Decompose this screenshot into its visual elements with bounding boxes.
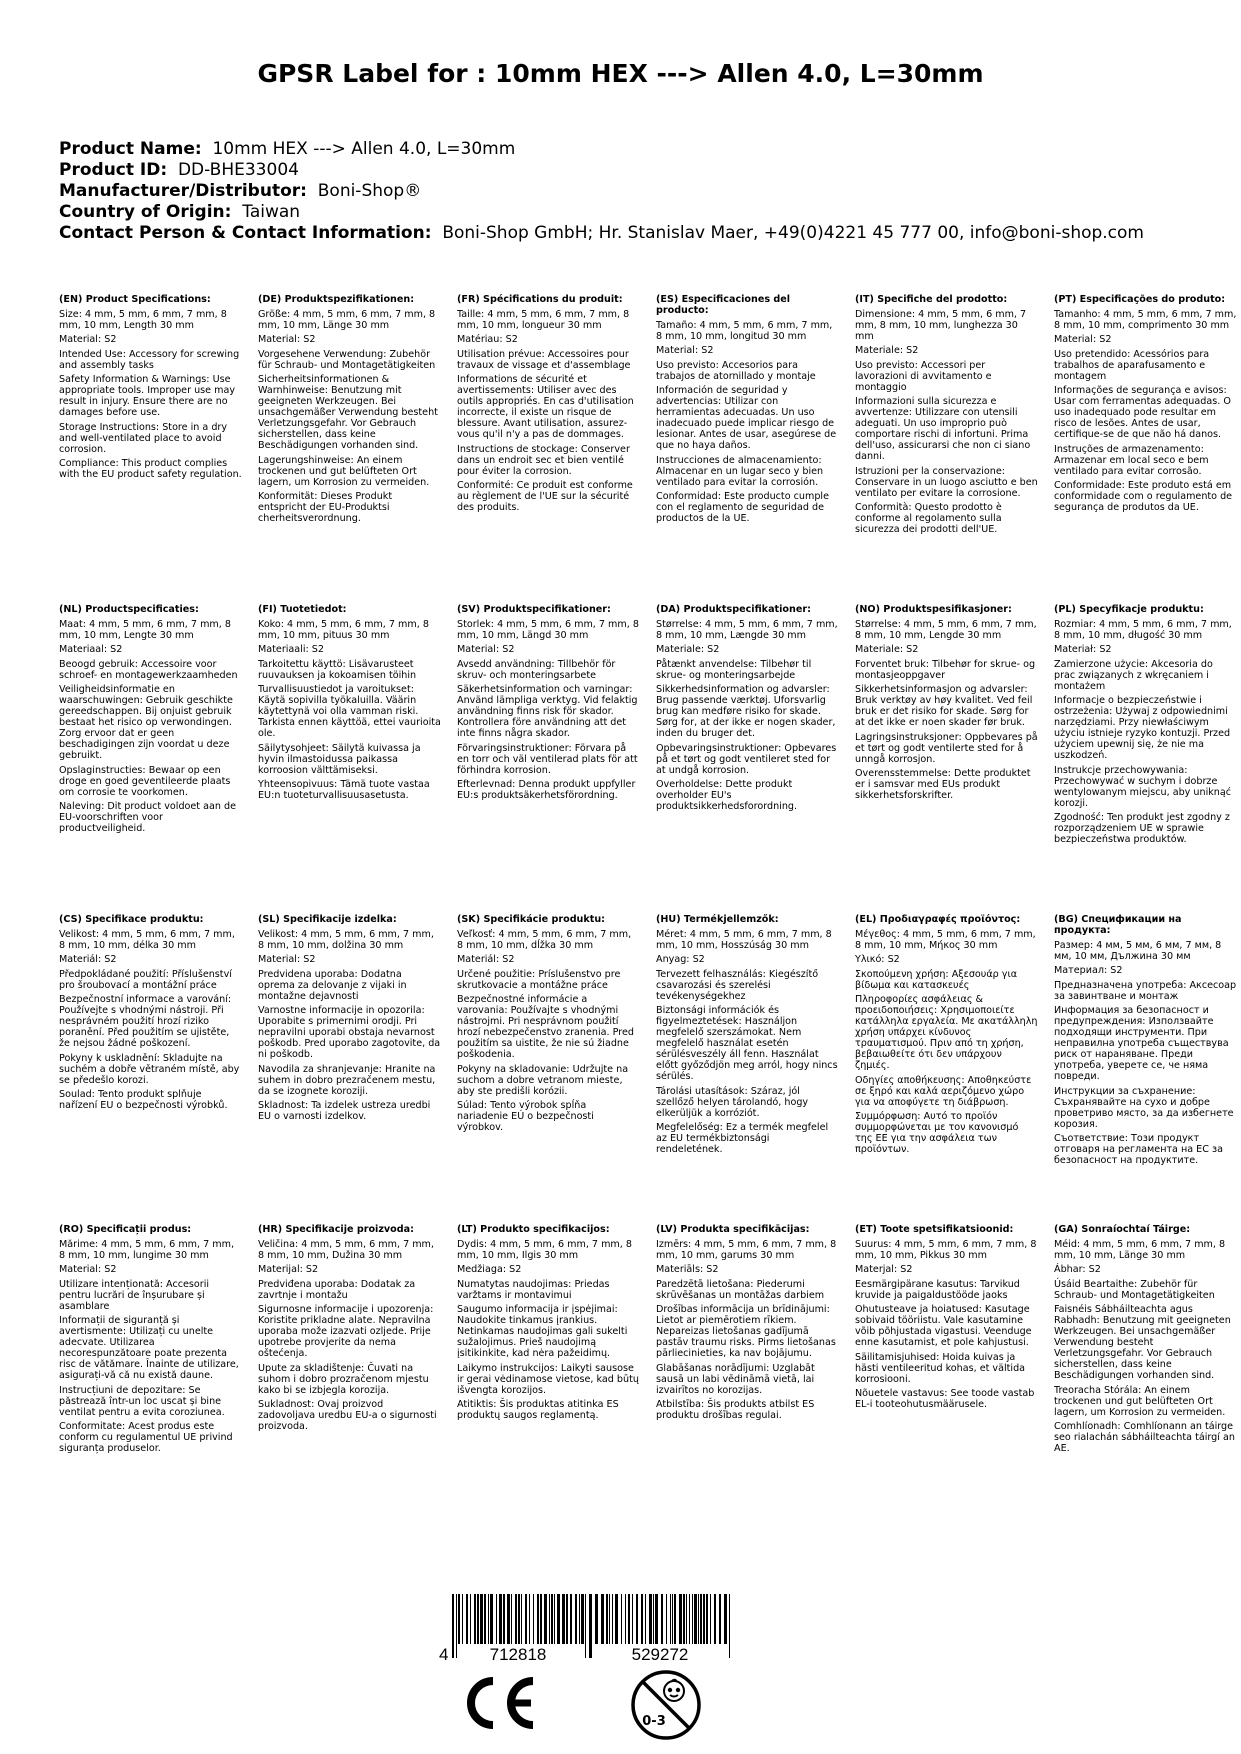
- barcode-bar: [601, 1594, 604, 1644]
- origin-value: Taiwan: [242, 202, 301, 222]
- spec-heading: (DE) Produktspezifikationen:: [258, 294, 415, 305]
- spec-paragraph: Koko: 4 mm, 5 mm, 6 mm, 7 mm, 8 mm, 10 mm, pituus 30 mm: [258, 618, 429, 641]
- barcode-bar: [689, 1594, 690, 1644]
- spec-heading: (ET) Toote spetsifikatsioonid:: [855, 1224, 1014, 1235]
- spec-heading: (DA) Produktspecifikationer:: [656, 604, 811, 615]
- contact-value: Boni-Shop GmbH; Hr. Stanislav Maer, +49(0)4221 45 777 00, info@boni-shop.com: [442, 223, 1144, 243]
- origin-label: Country of Origin:: [59, 202, 232, 222]
- barcode-bar: [549, 1594, 550, 1644]
- barcode-bar: [694, 1594, 697, 1644]
- barcode-bar: [458, 1594, 460, 1644]
- barcode-bar: [706, 1594, 708, 1644]
- spec-paragraph: Rozmiar: 4 mm, 5 mm, 6 mm, 7 mm, 8 mm, 10 mm, długość 30 mm: [1054, 618, 1232, 641]
- barcode-bar: [666, 1594, 667, 1644]
- spec-paragraph: Ohutusteave ja hoiatused: Kasutage sobivaid tööriistu. Vale kasutamine võib põhjustada vigastusi. Veenduge enne kasutamist, et pole kahjustusi.: [855, 1304, 1032, 1348]
- spec-block: [656, 294, 845, 604]
- spec-block: [457, 914, 646, 1224]
- spec-paragraph: Soulad: Tento produkt splňuje nařízení EU o bezpečnosti výrobků.: [59, 1089, 228, 1111]
- spec-paragraph: Tárolási utasítások: Száraz, jól szellőző helyen tárolandó, hogy elkerüljük a korróziót.: [656, 1085, 809, 1119]
- barcode-bar: [533, 1594, 534, 1644]
- spec-paragraph: Laikymo instrukcijos: Laikyti sausose ir gerai vėdinamose vietose, kad būtų išvengta korozijos.: [457, 1362, 639, 1396]
- barcode-bar: [655, 1594, 658, 1644]
- spec-paragraph: Instrucțiuni de depozitare: Se păstrează într-un loc uscat și bine ventilat pentru a evita coroziunea.: [59, 1384, 225, 1418]
- spec-paragraph: Opslaginstructies: Bewaar op een droge en goed geventileerde plaats om corrosie te voorkomen.: [59, 764, 231, 798]
- spec-paragraph: Uso previsto: Accessori per lavorazioni di avvitamento e montaggio: [855, 359, 992, 393]
- barcode-bar: [686, 1594, 687, 1644]
- spec-grid: [59, 294, 1241, 1534]
- spec-paragraph: Conformidad: Este producto cumple con el reglamento de seguridad de productos de la UE.: [656, 491, 829, 524]
- manufacturer-row: [59, 181, 1144, 202]
- spec-paragraph: Eesmärgipärane kasutus: Tarvikud kruvide ja paigaldustööde jaoks: [855, 1278, 1020, 1301]
- barcode-bar: [521, 1594, 522, 1644]
- spec-block: [656, 604, 845, 914]
- spec-block: [1054, 914, 1241, 1224]
- barcode-bar: [540, 1594, 542, 1644]
- spec-heading: (CS) Specifikace produktu:: [59, 914, 204, 925]
- product-name-label: Product Name:: [59, 139, 202, 159]
- spec-paragraph: Størrelse: 4 mm, 5 mm, 6 mm, 7 mm, 8 mm, 10 mm, Længde 30 mm: [656, 618, 838, 641]
- spec-paragraph: Súlad: Tento výrobok spĺňa nariadenie EÚ o bezpečnosti výrobkov.: [457, 1100, 594, 1133]
- spec-paragraph: Conformidade: Este produto está em conformidade com o regulamento de segurança de produtos da UE.: [1054, 480, 1233, 513]
- spec-paragraph: Taille: 4 mm, 5 mm, 6 mm, 7 mm, 8 mm, 10 mm, longueur 30 mm: [457, 308, 630, 331]
- spec-paragraph: Avsedd användning: Tillbehör för skruv- och monteringsarbete: [457, 658, 616, 681]
- spec-paragraph: Turvallisuustiedot ja varoitukset: Käytä sopivilla työkaluilla. Väärin käytettynä voi olla vamman riski. Tarkista ennen käyttöä, ettei vaurioita ole.: [258, 684, 441, 739]
- spec-paragraph: Υλικό: S2: [855, 954, 900, 965]
- spec-heading: (GA) Sonraíochtaí Táirge:: [1054, 1224, 1191, 1235]
- spec-paragraph: Materiale: S2: [855, 644, 919, 655]
- product-info: [59, 139, 1144, 244]
- spec-paragraph: Material: S2: [258, 334, 316, 345]
- spec-paragraph: Instruções de armazenamento: Armazenar em local seco e bem ventilado para evitar corrosão.: [1054, 443, 1209, 477]
- barcode-bar: [679, 1594, 682, 1644]
- barcode-bar: [515, 1594, 517, 1644]
- barcode-bar: [645, 1594, 646, 1644]
- barcode-bar: [452, 1594, 454, 1658]
- spec-heading: (NL) Productspecificaties:: [59, 604, 199, 615]
- spec-block: [855, 604, 1044, 914]
- barcode: [438, 1594, 753, 1662]
- spec-paragraph: Storage Instructions: Store in a dry and well-ventilated place to avoid corrosion.: [59, 421, 228, 455]
- spec-paragraph: Conformità: Questo prodotto è conforme al regolamento sulla sicurezza dei prodotti dell'UE.: [855, 502, 1002, 535]
- age-warning-label: 0-3: [642, 1714, 666, 1729]
- spec-heading: (IT) Specifiche del prodotto:: [855, 294, 1008, 305]
- barcode-bar: [674, 1594, 676, 1644]
- spec-paragraph: Säilytysohjeet: Säilytä kuivassa ja hyvin ilmastoidussa paikassa korroosion välttämiseksi.: [258, 742, 421, 776]
- barcode-bar: [518, 1594, 520, 1644]
- spec-block: [656, 1224, 845, 1534]
- barcode-bar: [625, 1594, 626, 1644]
- spec-paragraph: Предназначена употреба: Аксесоар за завинтване и монтаж: [1054, 979, 1237, 1002]
- barcode-bar: [554, 1594, 555, 1644]
- spec-paragraph: Tarkoitettu käyttö: Lisävarusteet ruuvauksen ja kokoamisen töihin: [258, 658, 417, 681]
- spec-paragraph: Sikkerhedsinformation og advarsler: Brug passende værktøj. Uforsvarlig brug kan medføre risiko for skade. Sørg for, at der ikke er nogen skader, inden du bruger det.: [656, 684, 836, 739]
- barcode-bar: [462, 1594, 463, 1644]
- barcode-bar: [641, 1594, 643, 1644]
- spec-paragraph: Größe: 4 mm, 5 mm, 6 mm, 7 mm, 8 mm, 10 mm, Länge 30 mm: [258, 308, 436, 331]
- spec-paragraph: Naleving: Dit product voldoet aan de EU-voorschriften voor productveiligheid.: [59, 801, 236, 834]
- manufacturer-value: Boni-Shop®: [317, 181, 422, 201]
- spec-paragraph: Atbilstība: Šis produkts atbilst ES produktu drošības regulai.: [656, 1399, 815, 1421]
- spec-paragraph: Utilizare intenționată: Accesorii pentru lucrări de înșurubare și asamblare: [59, 1278, 210, 1312]
- spec-paragraph: Съответствие: Този продукт отговаря на регламента на ЕС за безопасност на продуктите.: [1054, 1133, 1223, 1166]
- spec-paragraph: Lagringsinstruksjoner: Oppbevares på et tørt og godt ventilerte sted for å unngå korrosjon.: [855, 731, 1038, 765]
- spec-paragraph: Istruzioni per la conservazione: Conservare in un luogo asciutto e ben ventilato per evitare la corrosione.: [855, 465, 1038, 499]
- spec-heading: (FR) Spécifications du produit:: [457, 294, 623, 305]
- spec-paragraph: Material: S2: [258, 954, 316, 965]
- spec-paragraph: Bezpečnostné informácie a varovania: Používajte s vhodnými nástrojmi. Pri nesprávnom použití hrozí nebezpečenstvo zranenia. Pred použitím sa uistite, že nie sú žiadne poškodenia.: [457, 994, 634, 1060]
- spec-paragraph: Předpokládané použití: Příslušenství pro šroubovací a montážní práce: [59, 968, 232, 991]
- spec-block: [855, 1224, 1044, 1534]
- spec-paragraph: Dimensione: 4 mm, 5 mm, 6 mm, 7 mm, 8 mm, 10 mm, lunghezza 30 mm: [855, 308, 1027, 342]
- spec-heading: (BG) Спецификации на продукта:: [1054, 914, 1182, 936]
- spec-block: [258, 294, 447, 604]
- page-title: GPSR Label for : 10mm HEX ---> Allen 4.0, L=30mm: [257, 59, 984, 88]
- spec-paragraph: Úsáid Beartaithe: Zubehör für Schraub- und Montagetätigkeiten: [1054, 1278, 1215, 1301]
- spec-block: [258, 1224, 447, 1534]
- spec-heading: (ES) Especificaciones del producto:: [656, 294, 791, 316]
- barcode-bar: [692, 1594, 693, 1644]
- spec-paragraph: Size: 4 mm, 5 mm, 6 mm, 7 mm, 8 mm, 10 mm, Length 30 mm: [59, 308, 227, 331]
- barcode-bar: [609, 1594, 610, 1644]
- spec-paragraph: Instrukcje przechowywania: Przechowywać w suchym i dobrze wentylowanym miejscu, aby uniknąć korozji.: [1054, 764, 1232, 809]
- spec-paragraph: Materiál: S2: [457, 954, 515, 965]
- barcode-bar: [544, 1594, 547, 1644]
- barcode-bar: [480, 1594, 483, 1644]
- barcode-bar: [529, 1594, 530, 1644]
- spec-paragraph: Efterlevnad: Denna produkt uppfyller EU:s produktsäkerhetsförordning.: [457, 779, 636, 801]
- spec-paragraph: Pokyny na skladovanie: Udržujte na suchom a dobre vetranom mieste, aby ste predišli korózii.: [457, 1063, 629, 1097]
- spec-block: [1054, 294, 1241, 604]
- spec-paragraph: Veiligheidsinformatie en waarschuwingen: Gebruik geschikte gereedschappen. Bij onjuist gebruik bestaat het risico op verwondingen. Zorg ervoor dat er geen beschadigingen zijn voordat u deze gebruikt.: [59, 684, 233, 761]
- spec-paragraph: Material: S2: [59, 1264, 117, 1275]
- spec-heading: (HR) Specifikacije proizvoda:: [258, 1224, 414, 1235]
- age-warning-icon: [630, 1669, 702, 1741]
- spec-paragraph: Tervezett felhasználás: Kiegészítő csavarozási és szerelési tevékenységekhez: [656, 968, 819, 1002]
- spec-paragraph: Zamierzone użycie: Akcesoria do prac związanych z wkręcaniem i montażem: [1054, 658, 1213, 692]
- barcode-bar: [488, 1594, 489, 1644]
- barcode-bar: [566, 1594, 568, 1644]
- product-id-row: [59, 160, 1144, 181]
- spec-paragraph: Materiāls: S2: [656, 1264, 719, 1275]
- barcode-bar: [714, 1594, 716, 1644]
- spec-paragraph: Paredzētā lietošana: Piederumi skrūvēšanas un montāžas darbiem: [656, 1278, 825, 1301]
- barcode-bar: [525, 1594, 527, 1644]
- spec-paragraph: Upute za skladištenje: Čuvati na suhom i dobro prozračenom mjestu kako bi se izbjegla korozija.: [258, 1362, 429, 1396]
- spec-block: [59, 914, 248, 1224]
- barcode-bar: [615, 1594, 618, 1644]
- contact-label: Contact Person & Contact Information:: [59, 223, 432, 243]
- spec-paragraph: Forventet bruk: Tilbehør for skrue- og montasjeoppgaver: [855, 658, 1036, 681]
- spec-block: [457, 1224, 646, 1534]
- spec-paragraph: Compliance: This product complies with the EU product safety regulation.: [59, 458, 242, 480]
- spec-paragraph: Comhlíonadh: Comhlíonann an táirge seo rialachán sábháilteachta táirgí an AE.: [1054, 1421, 1235, 1454]
- spec-paragraph: Overholdelse: Dette produkt overholder EU's produktsikkerhedsforordning.: [656, 779, 798, 812]
- spec-paragraph: Predvidena uporaba: Dodatna oprema za delovanje z vijaki in montažne dejavnosti: [258, 968, 407, 1002]
- barcode-digits-1: 4: [439, 1645, 449, 1662]
- spec-paragraph: Materiaali: S2: [258, 644, 324, 655]
- spec-block: [855, 294, 1044, 604]
- spec-paragraph: Информация за безопасност и предупреждения: Използвайте подходящи инструменти. При неправилна употреба съществува риск от нараняване. Преди употреба, уверете се, че няма повреди.: [1054, 1005, 1229, 1082]
- barcode-bar: [649, 1594, 652, 1644]
- spec-paragraph: Información de seguridad y advertencias: Utilizar con herramientas adecuadas. Un uso inadecuado puede implicar riesgo de lesionar. Antes de usar, asegúrese de que no haya daños.: [656, 385, 837, 451]
- spec-paragraph: Méret: 4 mm, 5 mm, 6 mm, 7 mm, 8 mm, 10 mm, Hosszúság 30 mm: [656, 928, 832, 951]
- spec-block: [1054, 1224, 1241, 1534]
- barcode-bar: [729, 1594, 730, 1658]
- spec-paragraph: Skladnost: Ta izdelek ustreza uredbi EU o varnosti izdelkov.: [258, 1100, 431, 1122]
- spec-block: [656, 914, 845, 1224]
- baby-face-icon: [664, 1680, 684, 1701]
- spec-paragraph: Treoracha Stórála: An einem trockenen und gut belüfteten Ort lagern, um Korrosion zu vermeiden.: [1054, 1384, 1226, 1418]
- spec-paragraph: Materiale: S2: [855, 345, 919, 356]
- barcode-bar: [496, 1594, 497, 1644]
- barcode-bar: [575, 1594, 577, 1644]
- barcode-bar: [653, 1594, 654, 1644]
- barcode-bar: [581, 1594, 584, 1644]
- barcode-bar: [700, 1594, 702, 1644]
- spec-heading: (LT) Produkto specifikacijos:: [457, 1224, 610, 1235]
- barcode-bar: [562, 1594, 565, 1644]
- spec-paragraph: Yhteensopivuus: Tämä tuote vastaa EU:n tuoteturvallisuusasetusta.: [258, 779, 430, 801]
- spec-block: [258, 604, 447, 914]
- barcode-bar: [490, 1594, 493, 1644]
- spec-block: [457, 604, 646, 914]
- spec-paragraph: Numatytas naudojimas: Priedas varžtams ir montavimui: [457, 1278, 610, 1301]
- spec-paragraph: Οδηγίες αποθήκευσης: Αποθηκεύστε σε ξηρό και καλά αεριζόμενο χώρο για να αποφύγετε τη διάβρωση.: [855, 1074, 1032, 1108]
- spec-heading: (LV) Produkta specifikācijas:: [656, 1224, 810, 1235]
- spec-paragraph: Conformité: Ce produit est conforme au règlement de l'UE sur la sécurité des produits.: [457, 480, 633, 513]
- spec-paragraph: Overensstemmelse: Dette produktet er i samsvar med EUs produkt sikkerhetsforskrifter.: [855, 768, 1031, 801]
- barcode-bar: [606, 1594, 608, 1644]
- barcode-bar: [670, 1594, 671, 1644]
- barcode-bar: [698, 1594, 699, 1644]
- spec-paragraph: Sicherheitsinformationen & Warnhinweise: Benutzung mit geeigneten Werkzeugen. Bei unsachgemäßer Verwendung besteht Verletzungsgefahr. Vor Gebrauch sicherstellen, dass keine Beschädigungen vorhanden sind.: [258, 374, 438, 451]
- spec-paragraph: Materiál: S2: [59, 954, 117, 965]
- spec-paragraph: Συμμόρφωση: Αυτό το προϊόν συμμορφώνεται με τον κανονισμό της ΕΕ για την ασφάλεια των προϊόντων.: [855, 1111, 1019, 1155]
- spec-paragraph: Instructions de stockage: Conserver dans un endroit sec et bien ventilé pour éviter la corrosion.: [457, 443, 630, 477]
- barcode-bar: [474, 1594, 476, 1644]
- spec-paragraph: Säilitamisjuhised: Hoida kuivas ja hästi ventileeritud kohas, et vältida korrosiooni.: [855, 1351, 1026, 1385]
- barcode-bar: [484, 1594, 486, 1644]
- barcode-bar: [612, 1594, 613, 1644]
- spec-paragraph: Navodila za shranjevanje: Hranite na suhem in dobro prezračenem mestu, da se izognete koroziji.: [258, 1063, 436, 1097]
- barcode-bar: [672, 1594, 673, 1644]
- spec-paragraph: Informacje o bezpieczeństwie i ostrzeżenia: Używaj z odpowiednimi narzędziami. Przy niewłaściwym użyciu istnieje ryzyko kontuzji. Przed użyciem upewnij się, że nie ma uszkodzeń.: [1054, 695, 1231, 761]
- barcode-digits-2: 712818: [489, 1645, 547, 1662]
- spec-paragraph: Vorgesehene Verwendung: Zubehör für Schraub- und Montagetätigkeiten: [258, 348, 436, 371]
- barcode-bar: [499, 1594, 502, 1644]
- spec-paragraph: Megfelelőség: Ez a termék megfelel az EU termékbiztonsági rendeletének.: [656, 1122, 829, 1155]
- spec-heading: (SK) Špecifikácie produktu:: [457, 914, 606, 925]
- barcode-bar: [477, 1594, 479, 1644]
- spec-block: [59, 1224, 248, 1534]
- spec-paragraph: Suurus: 4 mm, 5 mm, 6 mm, 7 mm, 8 mm, 10 mm, Pikkus 30 mm: [855, 1238, 1037, 1261]
- barcode-bar: [661, 1594, 663, 1644]
- spec-paragraph: Velikost: 4 mm, 5 mm, 6 mm, 7 mm, 8 mm, 10 mm, dolžina 30 mm: [258, 928, 434, 951]
- barcode-bar: [511, 1594, 512, 1644]
- spec-paragraph: Utilisation prévue: Accessoires pour travaux de vissage et d'assemblage: [457, 348, 631, 371]
- spec-block: [855, 914, 1044, 1224]
- product-id-value: DD-BHE33004: [177, 160, 299, 180]
- spec-paragraph: Förvaringsinstruktioner: Förvara på en torr och väl ventilerad plats för att förhindra korrosion.: [457, 742, 638, 776]
- spec-paragraph: Conformitate: Acest produs este conform cu regulamentul UE privind siguranța produselor.: [59, 1421, 233, 1454]
- spec-paragraph: Anyag: S2: [656, 954, 705, 965]
- barcode-bar: [551, 1594, 553, 1644]
- barcode-digits-3: 529272: [631, 1645, 689, 1662]
- spec-paragraph: Størrelse: 4 mm, 5 mm, 6 mm, 7 mm, 8 mm, 10 mm, Lengde 30 mm: [855, 618, 1037, 641]
- spec-paragraph: Materiale: S2: [656, 644, 720, 655]
- spec-paragraph: Sikkerhetsinformasjon og advarsler: Bruk verktøy av høy kvalitet. Ved feil bruk er det risiko for skade. Sørg for at det ikke er noen skader før bruk.: [855, 684, 1033, 728]
- spec-paragraph: Materijal: S2: [258, 1264, 319, 1275]
- spec-paragraph: Izmērs: 4 mm, 5 mm, 6 mm, 7 mm, 8 mm, 10 mm, garums 30 mm: [656, 1238, 837, 1261]
- spec-paragraph: Nõuetele vastavus: See toode vastab EL-i tooteohutusmäärusele.: [855, 1388, 1035, 1410]
- spec-paragraph: Materjal: S2: [855, 1264, 913, 1275]
- spec-paragraph: Uso previsto: Accesorios para trabajos de atornillado y montaje: [656, 359, 816, 382]
- spec-paragraph: Informații de siguranță și avertismente: Utilizați cu unelte adecvate. Utilizarea necorespunzătoare poate prezenta risc de vătămare. Înainte de utilizare, asigurați-vă că nu există daune.: [59, 1315, 239, 1381]
- barcode-bar: [589, 1594, 592, 1658]
- spec-paragraph: Beoogd gebruik: Accessoire voor schroef- en montagewerkzaamheden: [59, 658, 238, 681]
- barcode-bar: [456, 1594, 457, 1658]
- spec-heading: (EN) Product Specifications:: [59, 294, 211, 305]
- barcode-bar: [683, 1594, 685, 1644]
- spec-paragraph: Säkerhetsinformation och varningar: Använd lämpliga verktyg. Vid felaktig användning finns risk för skador. Kontrollera före användning att det inte finns några skador.: [457, 684, 638, 739]
- spec-paragraph: Matériau: S2: [457, 334, 518, 345]
- spec-block: [1054, 604, 1241, 914]
- barcode-bar: [470, 1594, 471, 1644]
- spec-paragraph: Maat: 4 mm, 5 mm, 6 mm, 7 mm, 8 mm, 10 mm, Lengte 30 mm: [59, 618, 231, 641]
- spec-paragraph: Predviđena uporaba: Dodatak za zavrtnje i montažu: [258, 1278, 416, 1301]
- barcode-bar: [636, 1594, 638, 1644]
- contact-row: [59, 223, 1144, 244]
- spec-paragraph: Инструкции за съхранение: Съхранявайте на сухо и добре проветриво място, за да избегнете корозия.: [1054, 1085, 1234, 1130]
- spec-paragraph: Materiał: S2: [1054, 644, 1112, 655]
- spec-paragraph: Varnostne informacije in opozorila: Uporabite s primernimi orodji. Pri nepravilni uporabi obstaja nevarnost poškodb. Pred uporabo zagotovite, da ni poškodb.: [258, 1005, 441, 1060]
- spec-block: [59, 604, 248, 914]
- spec-heading: (EL) Προδιαγραφές προϊόντος:: [855, 914, 1021, 925]
- spec-block: [59, 294, 248, 604]
- barcode-bar: [557, 1594, 560, 1644]
- origin-row: [59, 202, 1144, 223]
- spec-paragraph: Biztonsági információk és figyelmeztetések: Használjon megfelelő szerszámokat. Nem megfelelő használat esetén sérülésveszély áll fenn. Használat előtt győződjön meg arról, hogy nincs sérülés.: [656, 1005, 838, 1082]
- barcode-bar: [570, 1594, 572, 1644]
- spec-paragraph: Veličina: 4 mm, 5 mm, 6 mm, 7 mm, 8 mm, 10 mm, Dužina 30 mm: [258, 1238, 434, 1261]
- barcode-bar: [466, 1594, 468, 1644]
- spec-paragraph: Material: S2: [1054, 334, 1112, 345]
- barcode-bar: [503, 1594, 505, 1644]
- spec-paragraph: Intended Use: Accessory for screwing and assembly tasks: [59, 348, 240, 371]
- spec-paragraph: Informations de sécurité et avertissements: Utiliser avec des outils appropriés. En cas d'utilisation incorrecte, il existe un risque de blessure. Avant utilisation, assurez-vous qu'il n'y a pas de dommages.: [457, 374, 634, 440]
- barcode-bar: [724, 1594, 727, 1644]
- spec-paragraph: Μέγεθος: 4 mm, 5 mm, 6 mm, 7 mm, 8 mm, 10 mm, Μήκος 30 mm: [855, 928, 1036, 951]
- spec-paragraph: Instrucciones de almacenamiento: Almacenar en un lugar seco y bien ventilado para evitar la corrosión.: [656, 454, 824, 488]
- barcode-bar: [595, 1594, 598, 1644]
- barcode-bar: [585, 1594, 586, 1658]
- spec-paragraph: Påtænkt anvendelse: Tilbehør til skrue- og monteringsarbejde: [656, 658, 812, 681]
- ce-mark-icon: [457, 1675, 537, 1731]
- spec-paragraph: Bezpečnostní informace a varování: Používejte s vhodnými nástroji. Při nesprávném použití hrozí riziko poranění. Před použitím se ujistěte, že nejsou žádné poškození.: [59, 994, 232, 1049]
- spec-paragraph: Určené použitie: Príslušenstvo pre skrutkovacie a montážne práce: [457, 968, 621, 991]
- spec-paragraph: Material: S2: [59, 334, 117, 345]
- barcode-bar: [703, 1594, 705, 1644]
- spec-paragraph: Pokyny k uskladnění: Skladujte na suchém a dobře větraném místě, aby se předešlo korozi.: [59, 1052, 240, 1086]
- spec-paragraph: Storlek: 4 mm, 5 mm, 6 mm, 7 mm, 8 mm, 10 mm, Längd 30 mm: [457, 618, 639, 641]
- spec-paragraph: Sukladnost: Ovaj proizvod zadovoljava uredbu EU-a o sigurnosti proizvoda.: [258, 1399, 437, 1432]
- spec-paragraph: Sigurnosne informacije i upozorenja: Koristite prikladne alate. Nepravilna uporaba može izazvati ozljede. Prije upotrebe provjerite da nema oštećenja.: [258, 1304, 434, 1359]
- barcode-bar: [579, 1594, 580, 1644]
- spec-paragraph: Medžiaga: S2: [457, 1264, 522, 1275]
- spec-paragraph: Tamanho: 4 mm, 5 mm, 6 mm, 7 mm, 8 mm, 10 mm, comprimento 30 mm: [1054, 308, 1237, 331]
- spec-paragraph: Tamaño: 4 mm, 5 mm, 6 mm, 7 mm, 8 mm, 10 mm, longitud 30 mm: [656, 319, 833, 342]
- spec-paragraph: Glabāšanas norādījumi: Uzglabāt sausā un labi vēdināmā vietā, lai izvairītos no korozijas.: [656, 1362, 815, 1396]
- spec-paragraph: Material: S2: [457, 644, 515, 655]
- barcode-bar: [537, 1594, 539, 1644]
- spec-paragraph: Ábhar: S2: [1054, 1264, 1101, 1275]
- spec-paragraph: Méid: 4 mm, 5 mm, 6 mm, 7 mm, 8 mm, 10 mm, Länge 30 mm: [1054, 1238, 1226, 1261]
- spec-paragraph: Opbevaringsinstruktioner: Opbevares på et tørt og godt ventileret sted for at undgå korrosion.: [656, 742, 837, 776]
- spec-heading: (PT) Especificações do produto:: [1054, 294, 1226, 305]
- spec-paragraph: Material: S2: [656, 345, 714, 356]
- spec-paragraph: Informazioni sulla sicurezza e avvertenze: Utilizzare con utensili adeguati. Un uso improprio può comportare rischi di infortuni. Prima dell'uso, assicurarsi che non ci siano danni.: [855, 396, 1031, 462]
- spec-block: [457, 294, 646, 604]
- spec-paragraph: Mărime: 4 mm, 5 mm, 6 mm, 7 mm, 8 mm, 10 mm, lungime 30 mm: [59, 1238, 235, 1261]
- barcode-bar: [710, 1594, 711, 1644]
- spec-paragraph: Faisnéis Sábháilteachta agus Rabhadh: Benutzung mit geeigneten Werkzeugen. Bei unsachgemäßer Verwendung besteht Verletzungsgefahr. Vor Gebrauch sicherstellen, dass keine Beschädigungen vorhanden sind.: [1054, 1304, 1231, 1381]
- product-name-value: 10mm HEX ---> Allen 4.0, L=30mm: [212, 139, 516, 159]
- spec-paragraph: Velikost: 4 mm, 5 mm, 6 mm, 7 mm, 8 mm, 10 mm, délka 30 mm: [59, 928, 235, 951]
- spec-block: [258, 914, 447, 1224]
- spec-heading: (PL) Specyfikacje produktu:: [1054, 604, 1204, 615]
- spec-heading: (SV) Produktspecifikationer:: [457, 604, 611, 615]
- spec-paragraph: Saugumo informacija ir įspėjimai: Naudokite tinkamus įrankius. Netinkamas naudojimas gali sukelti sužalojimus. Prieš naudojimą įsitikinkite, kad nėra pažeidimų.: [457, 1304, 628, 1359]
- manufacturer-label: Manufacturer/Distributor:: [59, 181, 307, 201]
- spec-heading: (FI) Tuotetiedot:: [258, 604, 347, 615]
- spec-paragraph: Πληροφορίες ασφάλειας & προειδοποιήσεις: Χρησιμοποιείτε κατάλληλα εργαλεία. Με ακατάλληλη χρήση υπάρχει κίνδυνος τραυματισμού. Πριν από τη χρήση, βεβαιωθείτε ότι δεν υπάρχουν ζημιές.: [855, 994, 1038, 1071]
- spec-paragraph: Dydis: 4 mm, 5 mm, 6 mm, 7 mm, 8 mm, 10 mm, Ilgis 30 mm: [457, 1238, 632, 1261]
- spec-paragraph: Konformität: Dieses Produkt entspricht der EU-Produktsi cherheitsverordnung.: [258, 491, 393, 524]
- barcode-bar: [719, 1594, 721, 1644]
- spec-paragraph: Drošības informācija un brīdinājumi: Lietot ar piemērotiem rīkiem. Nepareizas lietošanas gadījumā pastāv traumu risks. Pirms lietošanas pārliecinieties, ka nav bojājumu.: [656, 1304, 836, 1359]
- spec-paragraph: Zgodność: Ten produkt jest zgodny z rozporządzeniem UE w sprawie bezpieczeństwa produktów.: [1054, 812, 1230, 845]
- spec-paragraph: Uso pretendido: Acessórios para trabalhos de aparafusamento e montagem: [1054, 348, 1210, 382]
- spec-paragraph: Veľkosť: 4 mm, 5 mm, 6 mm, 7 mm, 8 mm, 10 mm, dĺžka 30 mm: [457, 928, 632, 951]
- spec-paragraph: Safety Information & Warnings: Use appropriate tools. Improper use may result in injury. Ensure there are no damages before use.: [59, 374, 236, 418]
- spec-paragraph: Lagerungshinweise: An einem trockenen und gut belüfteten Ort lagern, um Korrosion zu vermeiden.: [258, 454, 430, 488]
- product-name-row: [59, 139, 1144, 160]
- spec-heading: (SL) Specifikacije izdelka:: [258, 914, 397, 925]
- spec-paragraph: Atitiktis: Šis produktas atitinka ES produktų saugos reglamentą.: [457, 1399, 619, 1421]
- barcode-bar: [632, 1594, 633, 1644]
- spec-paragraph: Материал: S2: [1054, 965, 1123, 976]
- product-id-label: Product ID:: [59, 160, 168, 180]
- spec-paragraph: Σκοπούμενη χρήση: Αξεσουάρ για βίδωμα και κατασκευές: [855, 968, 1018, 991]
- barcode-bar: [628, 1594, 630, 1644]
- barcode-bar: [507, 1594, 510, 1644]
- barcode-bar: [621, 1594, 622, 1644]
- spec-paragraph: Размер: 4 мм, 5 мм, 6 мм, 7 мм, 8 мм, 10 мм, Дължина 30 мм: [1054, 939, 1222, 962]
- spec-heading: (RO) Specificații produs:: [59, 1224, 192, 1235]
- spec-heading: (NO) Produktspesifikasjoner:: [855, 604, 1012, 615]
- spec-paragraph: Materiaal: S2: [59, 644, 123, 655]
- spec-paragraph: Informações de segurança e avisos: Usar com ferramentas adequadas. O uso inadequado pode resultar em risco de lesões. Antes de usar, certifique-se de que não há danos.: [1054, 385, 1231, 440]
- spec-heading: (HU) Termékjellemzők:: [656, 914, 779, 925]
